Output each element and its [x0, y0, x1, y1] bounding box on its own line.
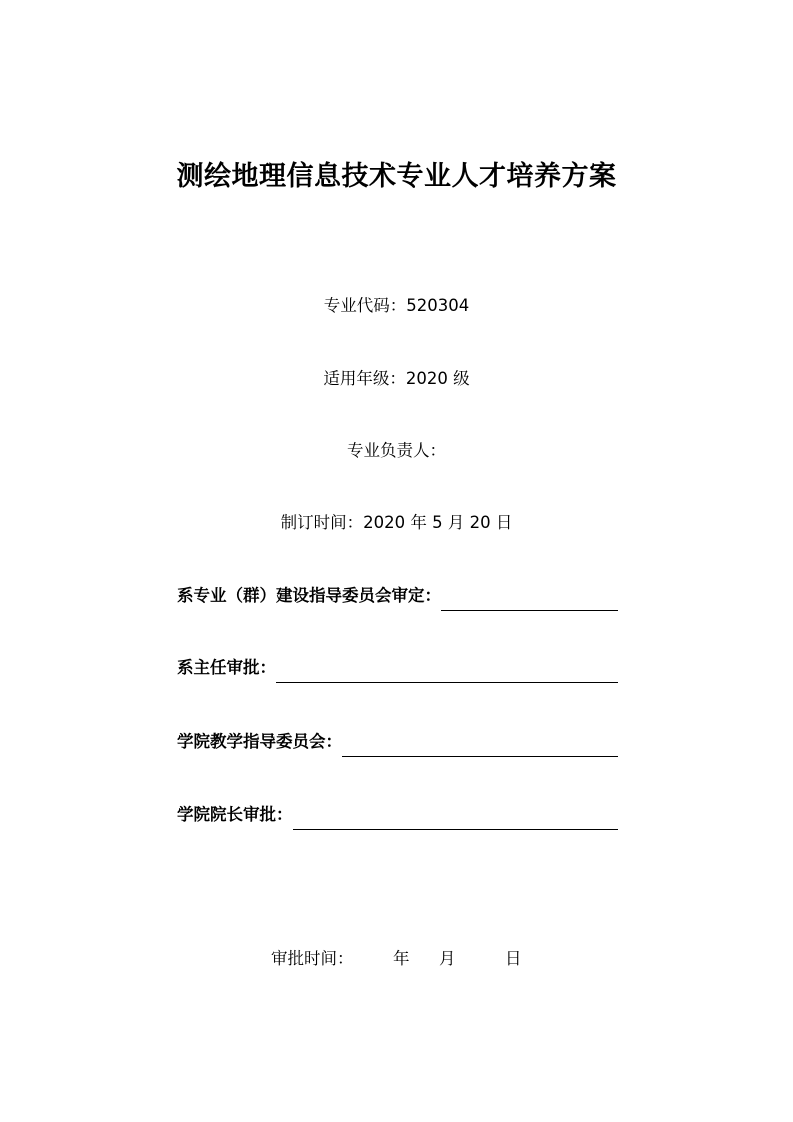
signature-label: 学院院长审批： [177, 805, 293, 824]
major-code: 专业代码：520304 [323, 296, 470, 315]
signature-row-teaching-committee [177, 731, 618, 753]
signature-label: 系专业（群）建设指导委员会审定： [177, 586, 441, 605]
signature-line [342, 736, 618, 757]
approval-month-label: 月 [439, 949, 456, 968]
signature-label: 系主任审批： [177, 658, 276, 677]
signature-line [293, 809, 619, 830]
signature-label: 学院教学指导委员会： [177, 732, 342, 751]
signature-row-department-head [177, 657, 618, 679]
applicable-grade: 适用年级：2020 级 [323, 369, 470, 388]
signature-row-committee-review [177, 585, 618, 607]
approval-day-label: 日 [505, 949, 522, 968]
major-lead: 专业负责人： [347, 441, 446, 460]
signature-line [441, 590, 618, 611]
signature-line [276, 662, 618, 683]
approval-year-label: 年 [393, 949, 410, 968]
approval-date-label: 审批时间： [271, 949, 354, 968]
revision-time: 制订时间：2020 年 5 月 20 日 [280, 513, 513, 532]
page-title: 测绘地理信息技术专业人才培养方案 [176, 161, 617, 192]
signature-row-president [177, 804, 618, 826]
